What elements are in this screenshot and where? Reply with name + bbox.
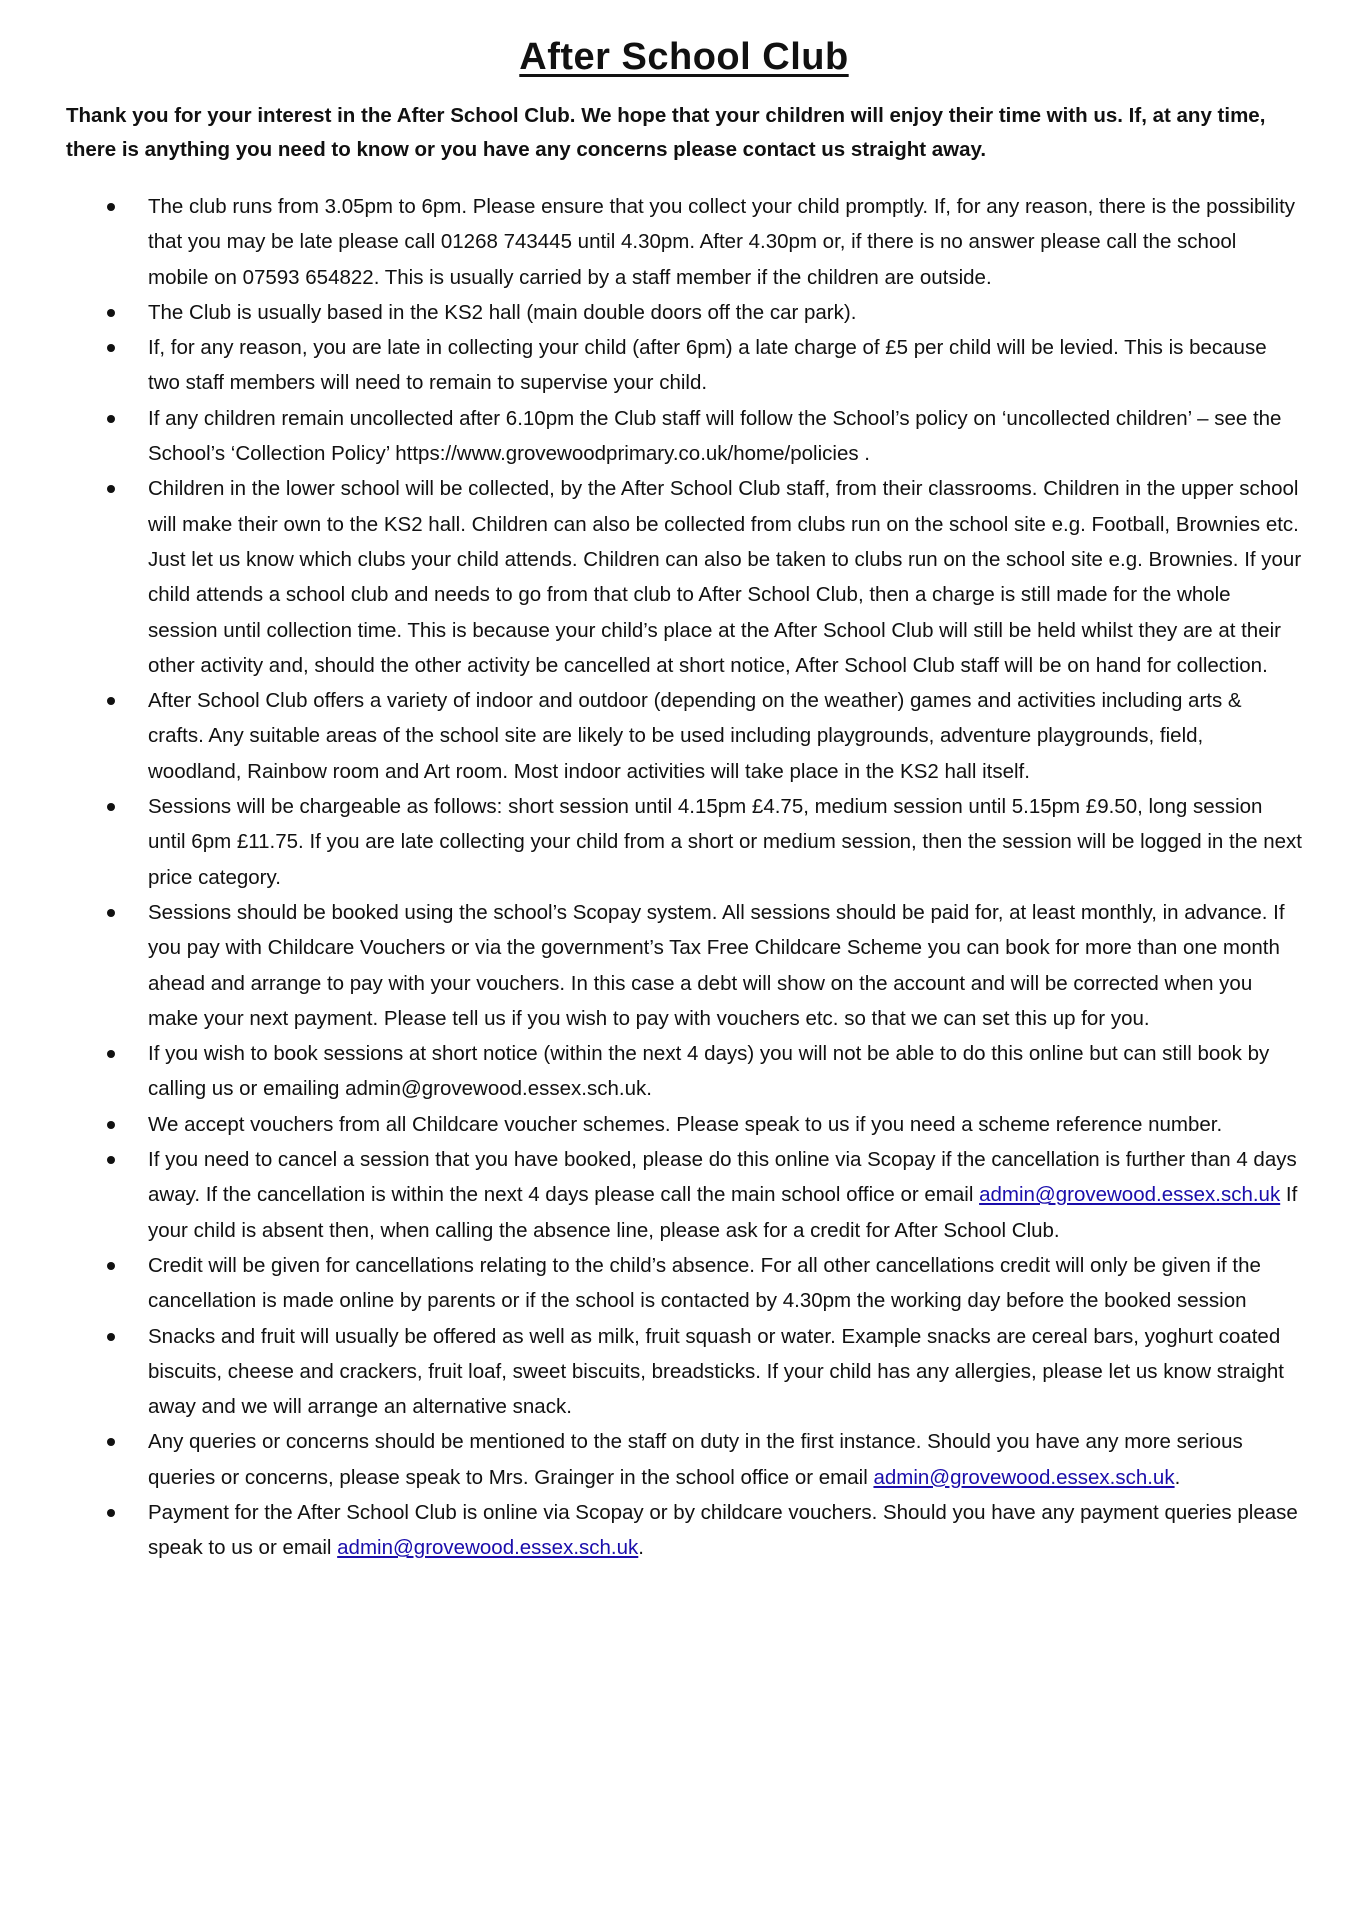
list-item xyxy=(66,1248,1302,1319)
info-list xyxy=(66,189,1302,1566)
list-item xyxy=(66,1142,1302,1248)
list-item xyxy=(66,1424,1302,1495)
list-item xyxy=(66,1036,1302,1107)
bullet-icon xyxy=(107,1333,115,1341)
list-item xyxy=(66,683,1302,789)
list-item-text: If you need to cancel a session that you have booked, please do this online via Scopay if the cancellation is further than 4 days away. If the cancellation is within the next 4 days please call the main school office or email xyxy=(148,1148,1297,1207)
list-item-text: Children in the lower school will be collected, by the After School Club staff, from their classrooms. Children in the upper school will make their own to the KS2 hall. Children can also be collected from clubs run on the school site e.g. Football, Brownies etc. Just let us know which clubs your child attends. Children can also be taken to clubs run on the school site e.g. Brownies. If your child attends a school club and needs to go from that club to After School Club, then a charge is still made for the whole session until collection time. This is because your child’s place at the After School Club will still be held whilst they are at their other activity and, should the other activity be cancelled at short notice, After School Club staff will be on hand for collection. xyxy=(148,477,1302,677)
list-item xyxy=(66,471,1302,683)
bullet-icon xyxy=(107,697,115,705)
list-item xyxy=(66,895,1302,1036)
list-item-text: Payment for the After School Club is online via Scopay or by childcare vouchers. Should you have any payment queries please speak to us or email xyxy=(148,1500,1298,1560)
page-title: After School Club xyxy=(519,36,849,78)
list-item-text: We accept vouchers from all Childcare voucher schemes. Please speak to us if you need a scheme reference number. xyxy=(148,1112,1223,1136)
list-item xyxy=(66,1319,1302,1425)
bullet-icon xyxy=(107,344,115,352)
bullet-icon xyxy=(107,309,115,317)
list-item-text: If any children remain uncollected after 6.10pm the Club staff will follow the School’s policy on ‘uncollected children’ – see the School’s ‘Collection Policy’ https://www.grovewoodprimary.co.uk/home/policies . xyxy=(148,406,1282,466)
intro-paragraph: Thank you for your interest in the After School Club. We hope that your children will enjoy their time with us. If, at any time, there is anything you need to know or you have any concerns please contact us straight away. xyxy=(66,104,1266,161)
bullet-icon xyxy=(107,1438,115,1446)
list-item-text: If your child is absent then, when calling the absence line, please ask for a credit for After School Club. xyxy=(148,1183,1298,1242)
bullet-icon xyxy=(107,415,115,423)
list-item xyxy=(66,295,1302,330)
list-item xyxy=(66,189,1302,295)
email-link[interactable]: admin@grovewood.essex.sch.uk xyxy=(873,1465,1175,1489)
list-item xyxy=(66,1495,1302,1566)
list-item-text: If you wish to book sessions at short notice (within the next 4 days) you will not be able to do this online but can still book by calling us or emailing admin@grovewood.essex.sch.uk. xyxy=(148,1042,1270,1101)
list-item-text: Sessions will be chargeable as follows: short session until 4.15pm £4.75, medium session until 5.15pm £9.50, long session until 6pm £11.75. If you are late collecting your child from a short or medium session, then the session will be logged in the next price category. xyxy=(148,795,1302,889)
email-link[interactable]: admin@grovewood.essex.sch.uk xyxy=(337,1536,639,1560)
bullet-icon xyxy=(107,1050,115,1058)
list-item-text: . xyxy=(638,1536,644,1560)
list-item-text: The Club is usually based in the KS2 hall (main double doors off the car park). xyxy=(148,300,857,324)
bullet-icon xyxy=(107,1262,115,1270)
bullet-icon xyxy=(107,485,115,493)
list-item xyxy=(66,789,1302,895)
list-item xyxy=(66,330,1302,401)
bullet-icon xyxy=(107,1156,115,1164)
bullet-icon xyxy=(107,1121,115,1129)
bullet-icon xyxy=(107,203,115,211)
list-item-text: Credit will be given for cancellations relating to the child’s absence. For all other cancellations credit will only be given if the cancellation is made online by parents or if the school is contacted by 4.30pm the working day before the booked session xyxy=(148,1253,1261,1313)
list-item-text: If, for any reason, you are late in collecting your child (after 6pm) a late charge of £5 per child will be levied. This is because two staff members will need to remain to supervise your child. xyxy=(148,336,1267,395)
bullet-icon xyxy=(107,1509,115,1517)
list-item xyxy=(66,1107,1302,1142)
bullet-icon xyxy=(107,803,115,811)
list-item-text: . xyxy=(1174,1465,1181,1489)
list-item-text: Sessions should be booked using the school’s Scopay system. All sessions should be paid for, at least monthly, in advance. If you pay with Childcare Vouchers or via the government’s Tax Free Childcare Scheme you can book for more than one month ahead and arrange to pay with your vouchers. In this case a debt will show on the account and will be corrected when you make your next payment. Please tell us if you wish to pay with vouchers etc. so that we can set this up for you. xyxy=(148,900,1285,1030)
list-item xyxy=(66,401,1302,472)
list-item-text: Snacks and fruit will usually be offered as well as milk, fruit squash or water. Example snacks are cereal bars, yoghurt coated biscuits, cheese and crackers, fruit loaf, sweet biscuits, breadsticks. If your child has any allergies, please let us know straight away and we will arrange an alternative snack. xyxy=(148,1324,1284,1419)
bullet-icon xyxy=(107,909,115,917)
list-item-text: After School Club offers a variety of indoor and outdoor (depending on the weather) games and activities including arts & crafts. Any suitable areas of the school site are likely to be used including playgrounds, adventure playgrounds, field, woodland, Rainbow room and Art room. Most indoor activities will take place in the KS2 hall itself. xyxy=(148,689,1242,783)
list-item-text: The club runs from 3.05pm to 6pm. Please ensure that you collect your child promptly. If, for any reason, there is the possibility that you may be late please call 01268 743445 until 4.30pm. After 4.30pm or, if there is no answer please call the school mobile on 07593 654822. This is usually carried by a staff member if the children are outside. xyxy=(148,195,1296,289)
email-link[interactable]: admin@grovewood.essex.sch.uk xyxy=(979,1183,1281,1207)
list-item-text: Any queries or concerns should be mentioned to the staff on duty in the first instance. Should you have any more serious queries or concerns, please speak to Mrs. Grainger in the school office or email xyxy=(148,1430,1243,1489)
